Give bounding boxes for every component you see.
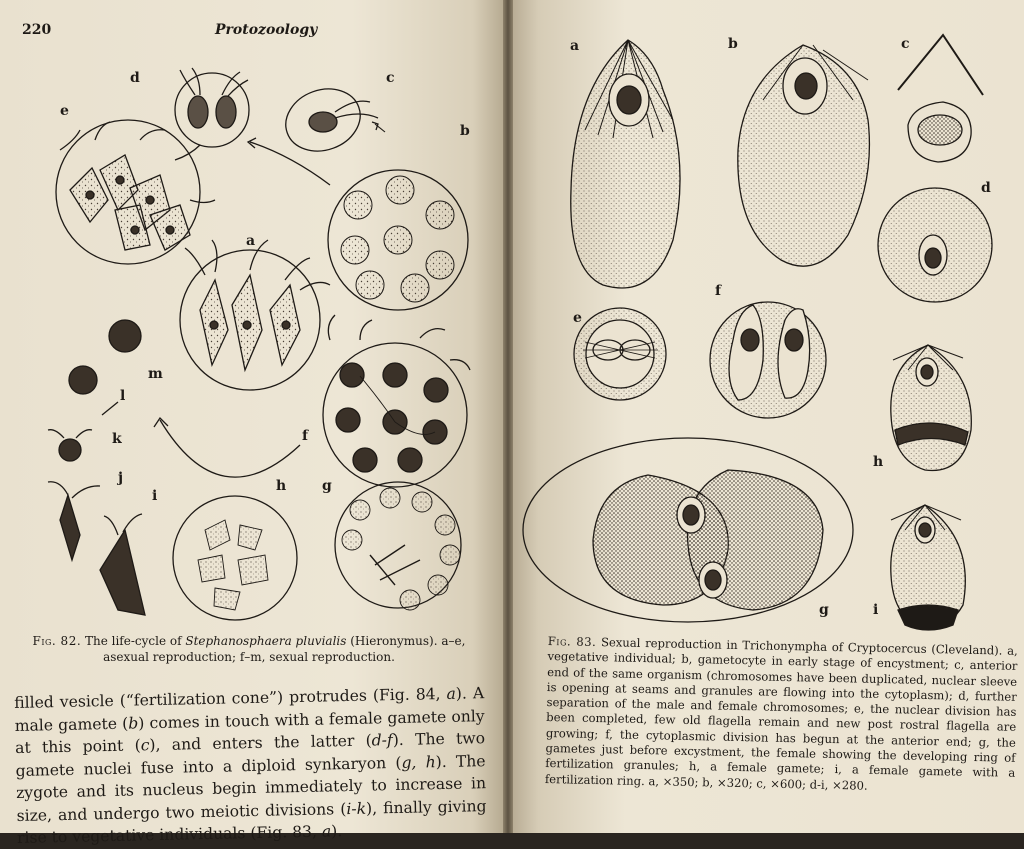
- fig83-caption-text: Sexual reproduction in Trichonympha of Cryptocercus (Cleveland). a, vegetative individual; b, gametocyte in early stage of encystment; c, anterior end of the same organism (chromosomes have been duplicated, nuclear sleeve is opening at seams and granules are flowing into the cytoplasm); d, further separation of the male and female chromosomes; e, the nuclear division has been completed, few old flagella remain and new post rostral flagella are growing; f, the cytoplasmic division has begun at the anterior end; g, the gametes just before excystment, the female showing the developing ring of fertilization granules; h, a female gamete; i, a female gamete with a fertilization ring. a, ×350; b, ×320; c, ×600; d-i, ×280.: [544, 635, 1018, 793]
- fig82-label-d: d: [130, 70, 140, 86]
- fig83-label-e: e: [573, 310, 582, 326]
- fig82-number: Fig. 82.: [32, 634, 82, 648]
- fig83-number: Fig. 83.: [547, 634, 597, 650]
- fig82-label-j: j: [118, 470, 124, 486]
- fig82-label-h: h: [276, 478, 287, 494]
- fig82-label-f: f: [302, 428, 309, 444]
- fig82-label-e: e: [60, 103, 69, 119]
- fig82-gametes-i: [100, 514, 145, 615]
- book-gutter: [503, 0, 513, 833]
- fig83-label-f: f: [715, 283, 722, 299]
- fig83-label-d: d: [981, 180, 991, 196]
- fig82-label-g: g: [322, 478, 332, 494]
- running-title: Protozoology: [215, 22, 318, 38]
- fig82-label-a: a: [246, 233, 256, 249]
- body-paragraph: filled vesicle (“fertilization cone”) protrudes (Fig. 84, a). A male gamete (b) comes in touch with a female gamete only at this point (c), and enters the latter (d-f). The two gamete nuclei fuse into a diploid synkaryon (g, h). The zygote and its nucleus begin immediately to increase in size, and undergo two meiotic divisions (i-k), finally giving rise to vegetative individuals (Fig. 83, a).: [14, 684, 487, 847]
- figure-83-caption: [545, 634, 1018, 797]
- species-name: Stephanosphaera pluvialis: [185, 634, 347, 648]
- fig82-label-l: l: [120, 388, 126, 404]
- fig82-label-i: i: [152, 488, 158, 504]
- right-page: [513, 0, 1024, 833]
- fig82-label-b: b: [460, 123, 470, 139]
- fig82-cell-d: [175, 73, 249, 147]
- fig82-cell-m-small: [69, 366, 97, 394]
- fig82-cell-k: [59, 439, 81, 461]
- fig83-label-c: c: [901, 36, 910, 52]
- fig82-label-m: m: [148, 366, 163, 382]
- fig83-label-h: h: [873, 454, 884, 470]
- figure-83-trichonympha: [513, 20, 1024, 630]
- left-page: [0, 0, 503, 847]
- fig82-label-k: k: [112, 431, 122, 447]
- fig82-cell-m-large: [109, 320, 141, 352]
- page-number: 220: [22, 22, 52, 38]
- fig82-label-c: c: [386, 70, 395, 86]
- figure-82-life-cycle: [0, 40, 503, 630]
- fig83-label-g: g: [819, 602, 829, 618]
- fig83-label-b: b: [728, 36, 738, 52]
- fig83-label-i: i: [873, 602, 879, 618]
- figure-82-caption: Fig. 82. The life-cycle of Stephanosphaera pluvialis (Hieronymus). a–e, asexual reproduction; f–m, sexual reproduction.: [32, 634, 466, 664]
- fig82-gamete-j: [48, 482, 100, 560]
- fig83-label-a: a: [570, 38, 580, 54]
